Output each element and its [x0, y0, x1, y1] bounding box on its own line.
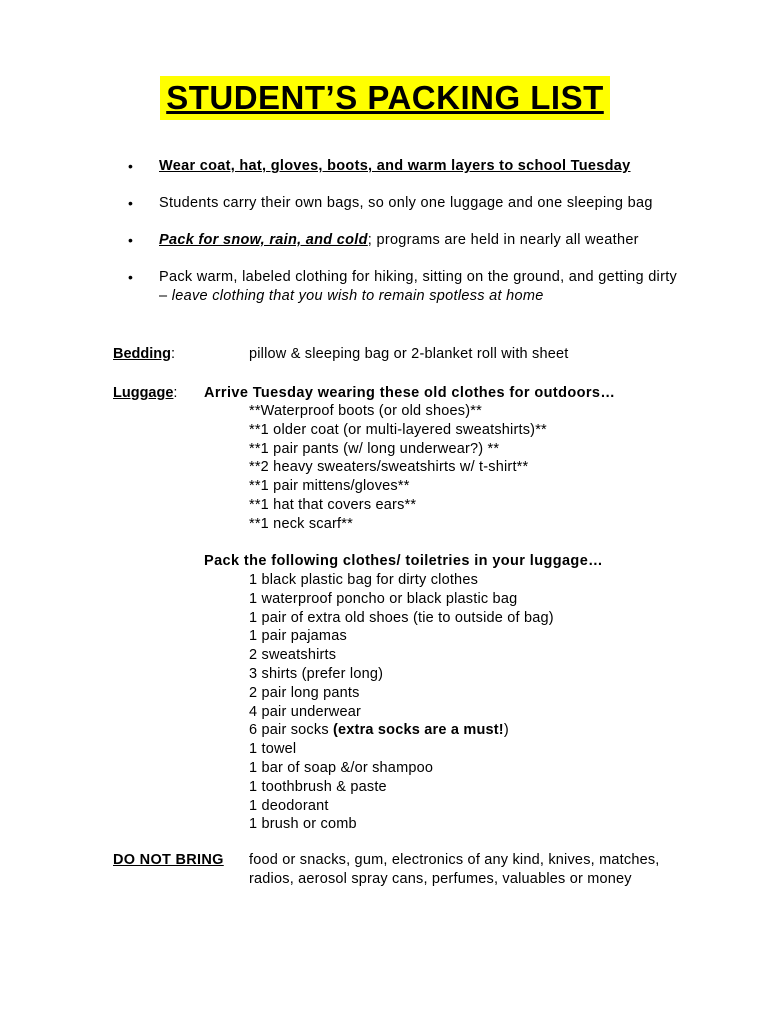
list-item: 1 deodorant: [249, 797, 329, 814]
list-item: 1 black plastic bag for dirty clothes: [249, 572, 479, 588]
bullet-icon: •: [128, 195, 134, 211]
bullet-text: Students carry their own bags, so only one luggage and one sleeping bag: [159, 195, 653, 211]
list-item: 1 pair of extra old shoes (tie to outside of bag): [249, 609, 554, 626]
instructions-list: [128, 157, 688, 306]
list-item: **1 hat that covers ears**: [249, 496, 417, 513]
list-item-socks: [249, 721, 554, 740]
bedding-colon: :: [171, 346, 176, 362]
pack-heading: Pack the following clothes/ toiletries in your luggage…: [204, 553, 604, 569]
do-not-bring-label: [113, 851, 224, 870]
list-item: **1 older coat (or multi-layered sweatshirts)**: [249, 421, 547, 438]
bullet-emphasis: Pack for snow, rain, and cold: [159, 232, 368, 248]
list-item: 4 pair underwear: [249, 703, 362, 720]
bullet-icon: •: [128, 269, 134, 285]
list-item: 1 pair pajamas: [249, 628, 347, 645]
do-not-bring-label-text: DO NOT BRING: [113, 852, 224, 868]
list-item: **1 pair pants (w/ long underwear?) **: [249, 440, 500, 457]
list-item: **1 neck scarf**: [249, 515, 353, 532]
bullet-italic-note: leave clothing that you wish to remain spotless at home: [171, 288, 544, 304]
luggage-colon: :: [173, 385, 178, 401]
pack-items-list: [249, 571, 554, 834]
luggage-label-text: Luggage: [113, 385, 174, 401]
bedding-text: pillow & sleeping bag or 2-blanket roll with sheet: [249, 346, 569, 362]
list-item: [128, 194, 688, 213]
list-item: **2 heavy sweaters/sweatshirts w/ t-shirt**: [249, 459, 529, 476]
wear-heading: Arrive Tuesday wearing these old clothes for outdoors…: [204, 385, 616, 401]
bullet-text: Wear coat, hat, gloves, boots, and warm layers to school Tuesday: [159, 158, 631, 174]
list-item: [128, 231, 688, 250]
socks-close: ): [503, 722, 509, 739]
socks-emphasis: (extra socks are a must!: [333, 722, 504, 739]
bullet-text: ; programs are held in nearly all weather: [367, 232, 639, 248]
bullet-icon: •: [128, 232, 134, 248]
list-item: 1 waterproof poncho or black plastic bag: [249, 590, 518, 607]
list-item: [128, 157, 688, 176]
list-item: 1 towel: [249, 741, 297, 758]
luggage-label: [113, 384, 177, 403]
page-title: STUDENT’S PACKING LIST: [160, 76, 610, 120]
list-item: 2 sweatshirts: [249, 647, 337, 664]
list-item: **1 pair mittens/gloves**: [249, 478, 410, 495]
bedding-label-text: Bedding: [113, 346, 171, 362]
bullet-icon: •: [128, 158, 134, 174]
socks-text: 6 pair socks: [249, 722, 333, 739]
do-not-bring-text: food or snacks, gum, electronics of any kind, knives, matches, radios, aerosol spray cans, perfumes, valuables or money: [249, 852, 660, 887]
list-item: 1 brush or comb: [249, 816, 357, 833]
list-item: **Waterproof boots (or old shoes)**: [249, 403, 482, 419]
list-item: 2 pair long pants: [249, 684, 360, 701]
wear-items-list: [249, 402, 547, 534]
bullet-text: Pack warm, labeled clothing for hiking, sitting on the ground, and getting dirty –: [159, 269, 678, 304]
title-container: [0, 76, 770, 120]
bedding-label: [113, 345, 175, 364]
list-item: 1 toothbrush & paste: [249, 778, 387, 795]
list-item: [128, 268, 688, 306]
list-item: 1 bar of soap &/or shampoo: [249, 759, 434, 776]
list-item: 3 shirts (prefer long): [249, 665, 384, 682]
